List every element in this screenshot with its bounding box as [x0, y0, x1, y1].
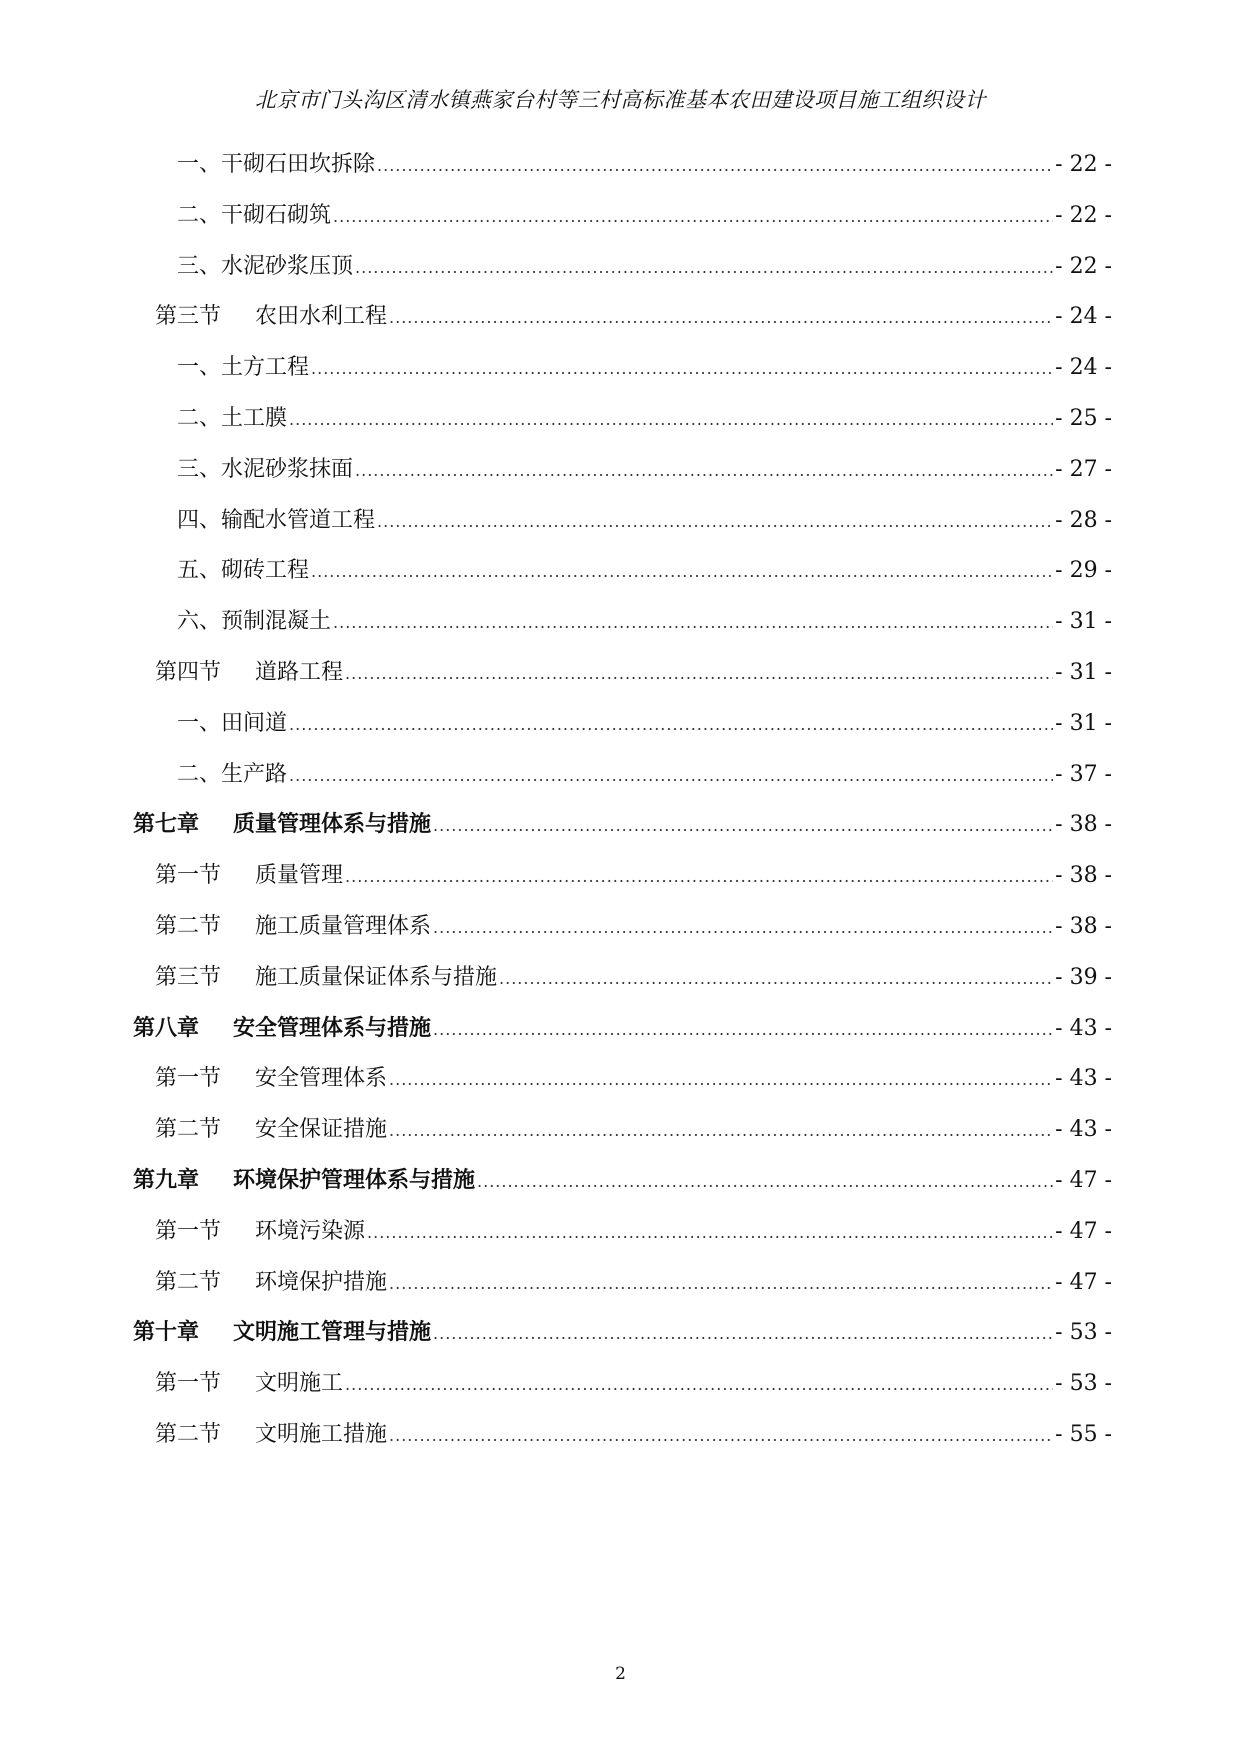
- toc-entry-number: 第三节: [155, 964, 222, 990]
- toc-entry-title: [155, 1415, 387, 1455]
- toc-entry-item[interactable]: [177, 196, 1112, 236]
- toc-entry-title: [177, 348, 309, 388]
- toc-entry-text: 农田水利工程: [255, 304, 388, 330]
- toc-entry-section[interactable]: [155, 1263, 1112, 1303]
- toc-entry-text: 土方工程: [221, 355, 310, 381]
- dot-leader: [345, 1365, 1053, 1405]
- dot-leader: [367, 1213, 1053, 1253]
- running-header: 北京市门头沟区清水镇燕家台村等三村高标准基本农田建设项目施工组织设计: [255, 88, 986, 112]
- toc-entry-title: [155, 1263, 387, 1303]
- toc-entry-text: 预制混凝土: [221, 609, 332, 635]
- toc-entry-text: 砌砖工程: [221, 558, 310, 584]
- toc-entry-number: 一、: [177, 355, 222, 381]
- toc-entry-text: 质量管理体系与措施: [233, 812, 432, 838]
- toc-entry-item[interactable]: [177, 755, 1112, 795]
- toc-entry-page: - 31 -: [1055, 660, 1112, 685]
- dot-leader: [389, 1416, 1053, 1456]
- toc-entry-number: 四、: [177, 507, 222, 533]
- dot-leader: [289, 705, 1053, 745]
- toc-entry-title: [177, 196, 331, 236]
- dot-leader: [433, 1010, 1053, 1050]
- dot-leader: [389, 1264, 1053, 1304]
- toc-entry-text: 文明施工管理与措施: [233, 1320, 432, 1346]
- toc-entry-section[interactable]: [155, 907, 1112, 947]
- toc-entry-item[interactable]: [177, 450, 1112, 490]
- toc-entry-page: - 31 -: [1055, 710, 1112, 736]
- toc-entry-text: 干砌石田坎拆除: [221, 152, 376, 177]
- toc-entry-title: [133, 1313, 431, 1353]
- toc-entry-number: 第四节: [155, 660, 222, 685]
- toc-entry-title: [155, 653, 343, 693]
- toc-entry-title: [155, 1110, 387, 1150]
- toc-entry-title: [133, 1161, 475, 1201]
- dot-leader: [477, 1162, 1053, 1202]
- dot-leader: [333, 603, 1053, 643]
- dot-leader: [377, 146, 1053, 186]
- toc-entry-page: - 39 -: [1055, 964, 1112, 990]
- toc-entry-item[interactable]: [177, 704, 1112, 744]
- toc-entry-text: 安全管理体系与措施: [233, 1015, 432, 1041]
- toc-entry-section[interactable]: [155, 856, 1112, 896]
- toc-entry-title: [155, 1212, 365, 1252]
- toc-entry-number: 三、: [177, 253, 222, 279]
- toc-entry-number: 第一节: [155, 863, 222, 889]
- toc-entry-page: - 29 -: [1055, 558, 1112, 584]
- toc-entry-number: 三、: [177, 456, 222, 482]
- dot-leader: [389, 298, 1053, 338]
- toc-entry-text: 土工膜: [221, 406, 288, 431]
- toc-entry-title: [155, 856, 343, 896]
- toc-entry-section[interactable]: [155, 1415, 1112, 1455]
- toc-entry-number: 第十章: [133, 1320, 200, 1346]
- toc-entry-title: [177, 247, 353, 287]
- dot-leader: [377, 502, 1053, 542]
- toc-entry-title: [177, 501, 375, 541]
- toc-entry-section[interactable]: [155, 1212, 1112, 1252]
- toc-entry-section[interactable]: [155, 297, 1112, 337]
- toc-entry-number: 第二节: [155, 1117, 222, 1143]
- toc-entry-page: - 22 -: [1055, 152, 1112, 177]
- toc-entry-title: [155, 1059, 387, 1099]
- toc-entry-text: 施工质量保证体系与措施: [255, 964, 498, 990]
- dot-leader: [345, 654, 1053, 694]
- toc-entry-number: 二、: [177, 202, 222, 228]
- toc-entry-text: 文明施工: [255, 1371, 344, 1397]
- dot-leader: [389, 1111, 1053, 1151]
- toc-entry-page: - 38 -: [1055, 812, 1112, 838]
- toc-entry-chapter[interactable]: [133, 1161, 1112, 1201]
- toc-entry-title: [177, 704, 287, 744]
- toc-entry-number: 第三节: [155, 304, 222, 330]
- toc-entry-number: 第二节: [155, 914, 222, 939]
- toc-entry-number: 二、: [177, 761, 222, 787]
- toc-entry-number: 五、: [177, 558, 222, 584]
- toc-entry-text: 环境污染源: [255, 1218, 366, 1244]
- toc-entry-number: 六、: [177, 609, 222, 635]
- toc-entry-section[interactable]: [155, 653, 1112, 693]
- toc-entry-page: - 55 -: [1055, 1422, 1112, 1447]
- toc-entry-title: [155, 1364, 343, 1404]
- toc-entry-text: 施工质量管理体系: [255, 914, 432, 939]
- toc-entry-number: 第一节: [155, 1218, 222, 1244]
- toc-entry-text: 道路工程: [255, 660, 344, 685]
- dot-leader: [289, 756, 1053, 796]
- toc-entry-item[interactable]: [177, 551, 1112, 591]
- toc-entry-page: - 43 -: [1055, 1015, 1112, 1041]
- toc-entry-number: 一、: [177, 152, 222, 177]
- toc-entry-page: - 53 -: [1055, 1371, 1112, 1397]
- toc-entry-title: [177, 145, 375, 185]
- toc-entry-title: [155, 297, 387, 337]
- toc-entry-text: 水泥砂浆抹面: [221, 456, 354, 482]
- dot-leader: [289, 400, 1053, 440]
- toc-entry-text: 环境保护管理体系与措施: [233, 1168, 476, 1193]
- dot-leader: [389, 1060, 1053, 1100]
- toc-entry-page: - 25 -: [1055, 406, 1112, 431]
- dot-leader: [345, 857, 1053, 897]
- dot-leader: [433, 908, 1053, 948]
- toc-entry-text: 安全管理体系: [255, 1066, 388, 1092]
- toc-entry-page: - 27 -: [1055, 456, 1112, 482]
- toc-entry-title: [177, 551, 309, 591]
- toc-entry-section[interactable]: [155, 958, 1112, 998]
- toc-entry-item[interactable]: [177, 145, 1112, 185]
- dot-leader: [433, 806, 1053, 846]
- toc-entry-title: [155, 958, 497, 998]
- toc-entry-number: 第二节: [155, 1422, 222, 1447]
- toc-entry-text: 干砌石砌筑: [221, 202, 332, 228]
- toc-entry-chapter[interactable]: [133, 1313, 1112, 1353]
- toc-entry-item[interactable]: [177, 602, 1112, 642]
- toc-entry-page: - 47 -: [1055, 1168, 1112, 1193]
- toc-entry-section[interactable]: [155, 1364, 1112, 1404]
- toc-entry-title: [177, 399, 287, 439]
- toc-entry-number: 第八章: [133, 1015, 200, 1041]
- dot-leader: [333, 197, 1053, 237]
- toc-entry-chapter[interactable]: [133, 805, 1112, 845]
- toc-entry-page: - 38 -: [1055, 863, 1112, 889]
- toc-entry-page: - 43 -: [1055, 1117, 1112, 1143]
- toc-entry-text: 环境保护措施: [255, 1269, 388, 1295]
- toc-entry-title: [155, 907, 431, 947]
- dot-leader: [311, 349, 1053, 389]
- toc-entry-page: - 28 -: [1055, 507, 1112, 533]
- toc-entry-page: - 38 -: [1055, 914, 1112, 939]
- toc-entry-number: 第七章: [133, 812, 200, 838]
- toc-entry-page: - 24 -: [1055, 304, 1112, 330]
- toc-entry-page: - 53 -: [1055, 1320, 1112, 1346]
- toc-entry-section[interactable]: [155, 1110, 1112, 1150]
- toc-entry-number: 第九章: [133, 1168, 200, 1193]
- dot-leader: [311, 552, 1053, 592]
- toc-entry-page: - 31 -: [1055, 609, 1112, 635]
- toc-entry-item[interactable]: [177, 399, 1112, 439]
- toc-entry-item[interactable]: [177, 501, 1112, 541]
- toc-entry-title: [133, 1009, 431, 1049]
- toc-entry-title: [177, 755, 287, 795]
- toc-entry-title: [177, 450, 353, 490]
- toc-entry-text: 生产路: [221, 761, 288, 787]
- toc-entry-text: 文明施工措施: [255, 1422, 388, 1447]
- dot-leader: [355, 451, 1053, 491]
- toc-entry-section[interactable]: [155, 1059, 1112, 1099]
- dot-leader: [433, 1314, 1053, 1354]
- toc-entry-chapter[interactable]: [133, 1009, 1112, 1049]
- toc-entry-number: 一、: [177, 710, 222, 736]
- toc-entry-item[interactable]: [177, 247, 1112, 287]
- toc-entry-item[interactable]: [177, 348, 1112, 388]
- dot-leader: [355, 248, 1053, 288]
- toc-entry-number: 第一节: [155, 1066, 222, 1092]
- page-number: 2: [615, 1664, 626, 1684]
- toc-entry-title: [177, 602, 331, 642]
- toc-entry-number: 第二节: [155, 1269, 222, 1295]
- toc-entry-page: - 22 -: [1055, 202, 1112, 228]
- toc-entry-text: 水泥砂浆压顶: [221, 253, 354, 279]
- toc-entry-number: 第一节: [155, 1371, 222, 1397]
- toc-entry-text: 安全保证措施: [255, 1117, 388, 1143]
- toc-entry-text: 输配水管道工程: [221, 507, 376, 533]
- toc-entry-number: 二、: [177, 406, 222, 431]
- toc-entry-text: 质量管理: [255, 863, 344, 889]
- toc-entry-page: - 37 -: [1055, 761, 1112, 787]
- toc-entry-page: - 47 -: [1055, 1269, 1112, 1295]
- toc-entry-page: - 47 -: [1055, 1218, 1112, 1244]
- toc-entry-page: - 43 -: [1055, 1066, 1112, 1092]
- toc-entry-text: 田间道: [221, 710, 288, 736]
- dot-leader: [499, 959, 1053, 999]
- toc-entry-page: - 24 -: [1055, 355, 1112, 381]
- toc-entry-title: [133, 805, 431, 845]
- toc-entry-page: - 22 -: [1055, 253, 1112, 279]
